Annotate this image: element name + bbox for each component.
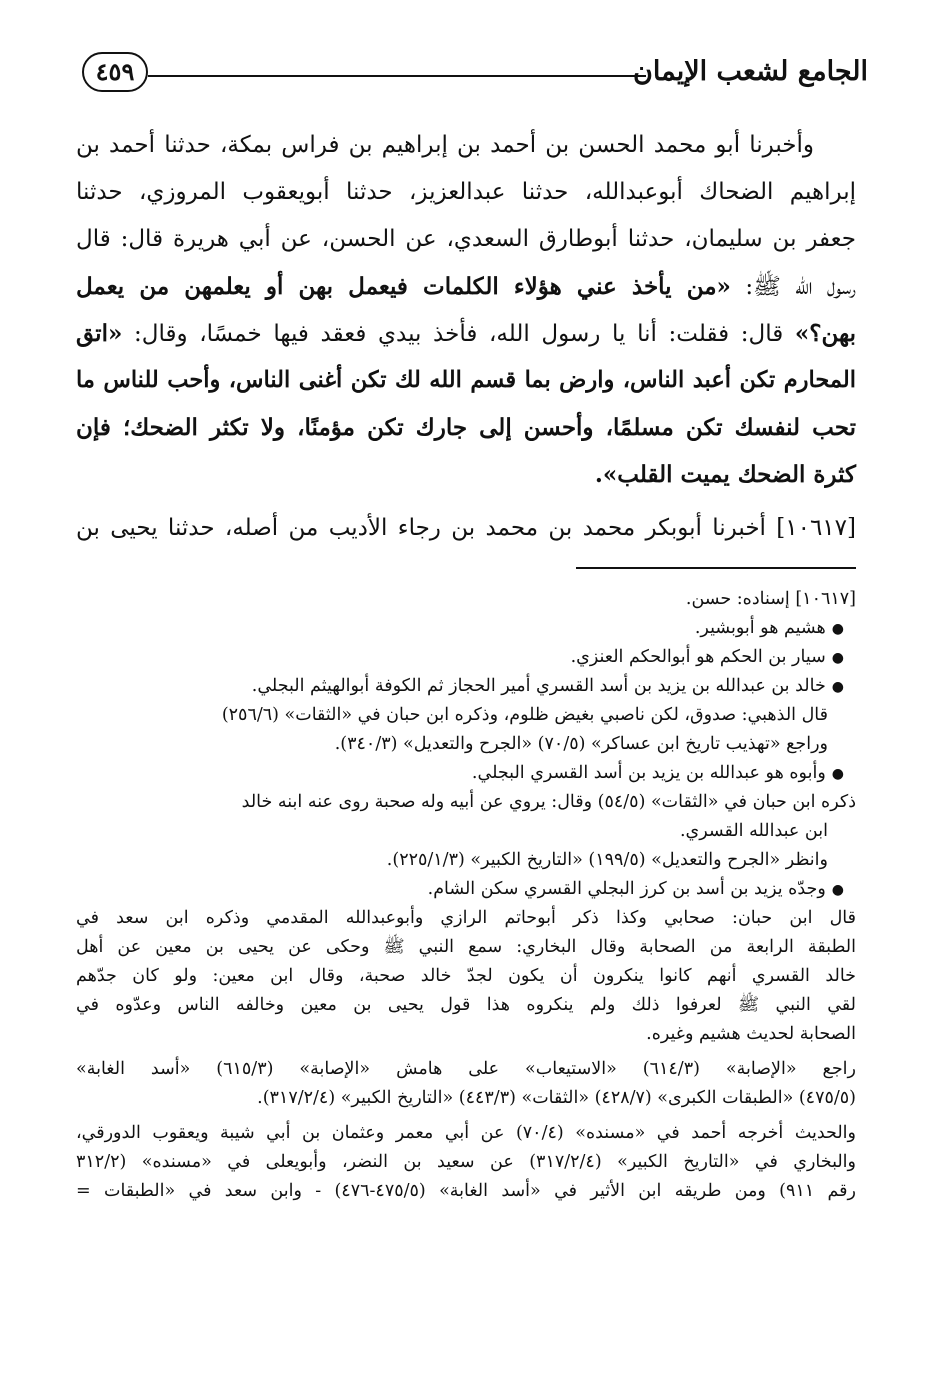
text-segment: قال: فقلت: أنا يا رسول الله، فأخذ بيدي فعقد فيها خمسًا، وقال:: [122, 321, 795, 347]
footnote-line: والبخاري في «التاريخ الكبير» (٣١٧/٢/٤) عن سعيد بن النضر، وأبويعلى في «مسنده» (٣١٢/٢: [76, 1152, 856, 1172]
hadith-line: المحارم تكن أعبد الناس، وارض بما قسم الله لك تكن أغنى الناس، وأحب للناس ما: [76, 367, 856, 393]
page-header: [82, 48, 868, 100]
footnote-line: والحديث أخرجه أحمد في «مسنده» (٧٠/٤) عن أبي معمر وعثمان بن أبي شيبة ويعقوب الدورقي،: [76, 1123, 857, 1143]
footnote-divider: [576, 567, 856, 569]
text-line: جعفر بن سليمان، حدثنا أبوطارق السعدي، عن الحسن، عن أبي هريرة قال: قال: [76, 226, 856, 252]
hadith-text: «اتق: [76, 320, 123, 347]
footnote-text: سيار بن الحكم هو أبوالحكم العنزي.: [570, 647, 826, 667]
footnote-line: قال الذهبي: صدوق، لكن ناصبي بغيض ظلوم، وذكره ابن حبان في «الثقات» (٢٥٦/٦): [221, 705, 828, 725]
bullet-icon: ●: [831, 882, 844, 898]
footnotes: [76, 585, 856, 1206]
footnote-line: ابن عبدالله القسري.: [679, 821, 828, 841]
footnote-text: وجدّه يزيد بن أسد بن كرز البجلي القسري سكن الشام.: [427, 879, 826, 899]
footnote-line: ذكره ابن حبان في «الثقات» (٥٤/٥) وقال: يروي عن أبيه وله صحبة روى عنه ابنه خالد: [241, 792, 856, 812]
bullet-icon: ●: [831, 766, 844, 782]
footnote-line: [76, 875, 856, 904]
footnote-line: الصحابة لحديث هشيم وغيره.: [646, 1024, 856, 1044]
text-line: [76, 263, 856, 310]
hadith-line: تحب لنفسك تكن مسلمًا، وأحسن إلى جارك تكن مؤمنًا، ولا تكثر الضحك؛ فإن: [76, 414, 856, 441]
footnote-text: وأبوه هو عبدالله بن يزيد بن أسد القسري البجلي.: [471, 763, 826, 783]
footnote-line: قال ابن حبان: صحابي وكذا ذكر أبوحاتم الرازي وأبوعبدالله المقدمي وذكره ابن سعد في: [76, 908, 856, 928]
hadith-text: «من يأخذ عني هؤلاء الكلمات فيعمل بهن أو يعلمهن من يعمل: [76, 273, 731, 300]
book-title: الجامع لشعب الإيمان: [633, 56, 868, 87]
footnote-line: وراجع «تهذيب تاريخ ابن عساكر» (٧٠/٥) «الجرح والتعديل» (٣٤٠/٣).: [334, 734, 828, 754]
footnote-line: الطبقة الرابعة من الصحابة وقال البخاري: سمع النبي ﷺ وحكى عن يحيى بن معين عن أهل: [76, 937, 856, 957]
text-line: [76, 310, 856, 357]
main-text: [76, 122, 856, 552]
footnote-line: راجع «الإصابة» (٦١٤/٣) «الاستيعاب» على هامش «الإصابة» (٦١٥/٣) «أسد الغابة»: [76, 1059, 856, 1079]
bullet-icon: ●: [831, 621, 844, 637]
bullet-icon: ●: [831, 679, 844, 695]
footnote-line: خالد القسري أنهم كانوا ينكرون أن يكون لجدّ خالد صحبة، وقال ابن معين: ولو كان جدّهم: [76, 966, 856, 986]
footnote-line: (٤٧٥/٥) «الطبقات الكبرى» (٤٢٨/٧) «الثقات» (٤٤٣/٣) «التاريخ الكبير» (٣١٧/٢/٤).: [257, 1088, 856, 1108]
footnote-text: خالد بن عبدالله بن يزيد بن أسد القسري أمير الحجاز ثم الكوفة أبوالهيثم البجلي.: [251, 676, 826, 696]
bullet-icon: ●: [831, 650, 844, 666]
text-line: وأخبرنا أبو محمد الحسن بن أحمد بن إبراهيم بن فراس بمكة، حدثنا أحمد بن: [76, 132, 814, 158]
footnote-line: [76, 643, 856, 672]
hadith-line: كثرة الضحك يميت القلب».: [594, 461, 856, 488]
hadith-text: بهن؟»: [794, 320, 856, 347]
text-line: إبراهيم الضحاك أبوعبدالله، حدثنا عبدالعزيز، حدثنا أبويعقوب المروزي، حدثنا: [76, 179, 856, 205]
footnote-line: [76, 614, 856, 643]
footnote-text: هشيم هو أبوبشير.: [694, 618, 826, 638]
header-rule: [148, 75, 646, 77]
text-segment: رسول الله ﷺ:: [730, 274, 856, 300]
footnote-line: لقي النبي ﷺ لعرفوا ذلك ولم ينكروه هذا قول يحيى بن معين وخالفه الناس وعدّوه في: [76, 995, 856, 1015]
footnote-line: [76, 759, 856, 788]
text-line: [١٠٦١٧] أخبرنا أبوبكر محمد بن محمد بن رجاء الأديب من أصله، حدثنا يحيى بن: [76, 515, 856, 541]
footnote-line: [76, 672, 856, 701]
footnote-line: [١٠٦١٧] إسناده: حسن.: [685, 589, 856, 609]
footnote-line: وانظر «الجرح والتعديل» (١٩٩/٥) «التاريخ الكبير» (٢٢٥/١/٣).: [386, 850, 828, 870]
page-number: ٤٥٩: [82, 52, 148, 92]
footnote-line: رقم ٩١١) ومن طريقه ابن الأثير في «أسد الغابة» (٤٧٥/٥-٤٧٦) - وابن سعد في «الطبقات =: [76, 1181, 856, 1201]
